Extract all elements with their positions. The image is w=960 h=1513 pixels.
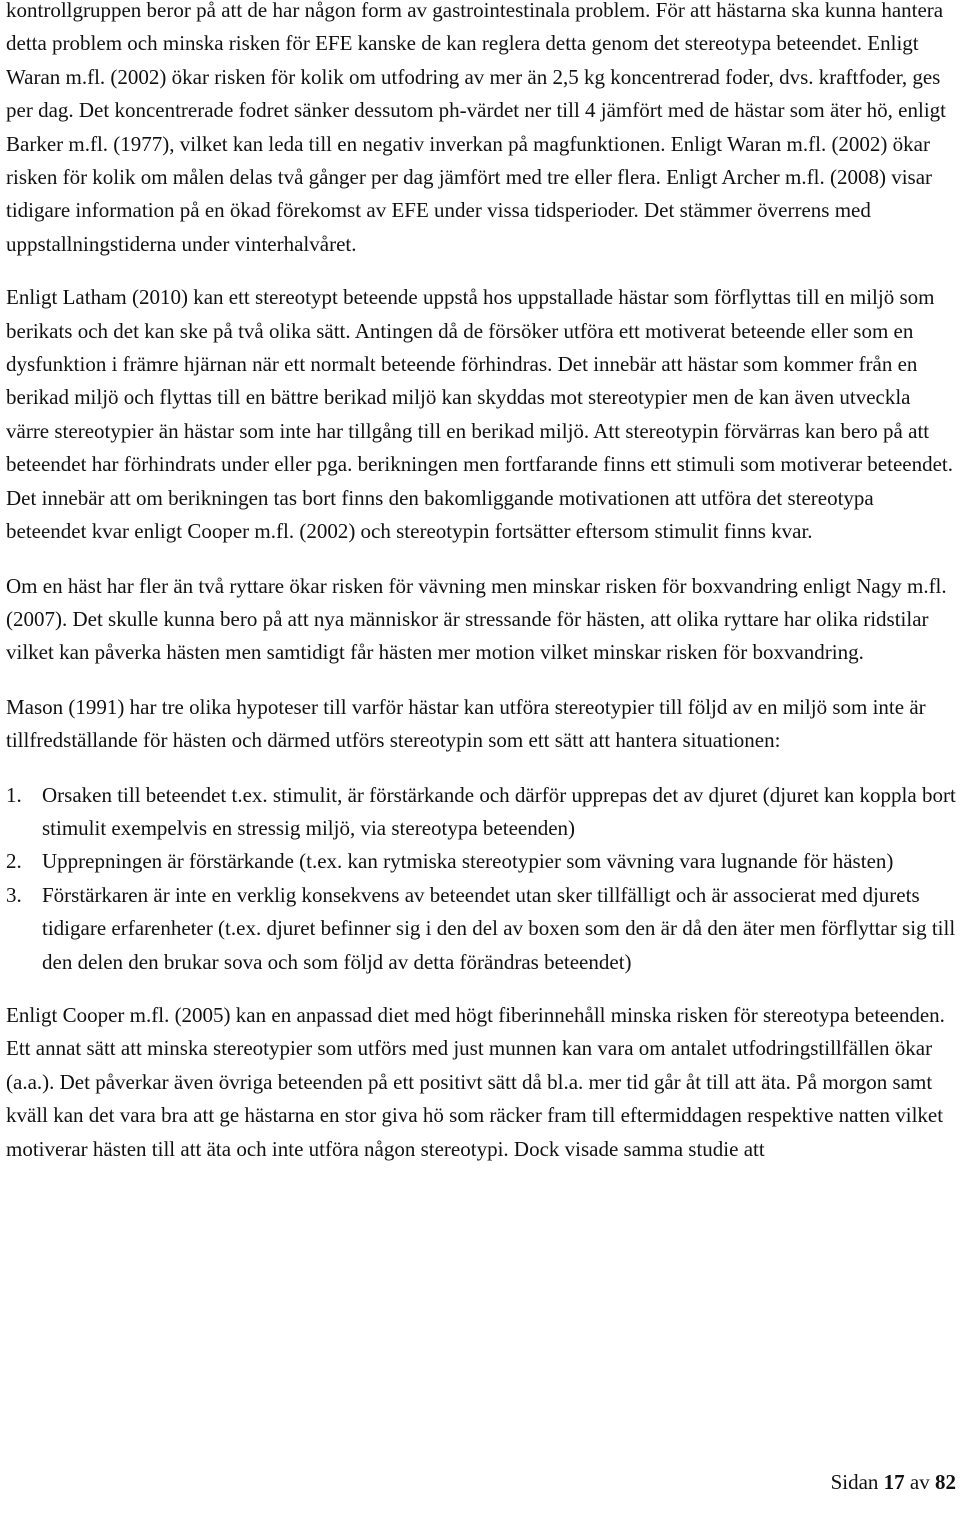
list-item xyxy=(6,845,956,878)
footer-current-page: 17 xyxy=(883,1470,905,1494)
footer-separator: av xyxy=(909,1470,930,1494)
list-item xyxy=(6,879,956,979)
page-number-footer xyxy=(831,1466,956,1499)
list-text: Upprepningen är förstärkande (t.ex. kan rytmiska stereotypier som vävning vara lugnande för hästen) xyxy=(42,849,894,874)
list-text: Orsaken till beteendet t.ex. stimulit, är förstärkande och därför upprepas det av djuret (djuret kan koppla bort stimulit exempelvis en stressig miljö, via stereotypa beteenden) xyxy=(42,782,956,840)
list-number: 1. xyxy=(6,782,22,807)
paragraph-mason: Mason (1991) har tre olika hypoteser till varför hästar kan utföra stereotypier till följd av en miljö som inte är tillfredställande för hästen och därmed utförs stereotypin som ett sätt att hantera situationen: xyxy=(6,694,926,753)
list-item xyxy=(6,779,956,846)
document-page xyxy=(6,0,956,1187)
paragraph-cooper: Enligt Cooper m.fl. (2005) kan en anpassad diet med högt fiberinnehåll minska risken för stereotypa beteenden. Ett annat sätt att minska stereotypier som utförs med just munnen kan vara om antalet utfodringstillfällen ökar (a.a.). Det påverkar även övriga beteenden på ett positivt sätt då bl.a. mer tid går åt till att äta. På morgon samt kväll kan det vara bra att ge hästarna en stor giva hö som räcker fram till eftermiddagen respektive natten vilket motiverar hästen till att äta och inte utföra någon stereotypi. Dock visade samma studie att xyxy=(6,1002,945,1161)
list-number: 2. xyxy=(6,849,22,874)
hypothesis-list xyxy=(6,779,956,979)
paragraph-riders: Om en häst har fler än två ryttare ökar risken för vävning men minskar risken för boxvandring enligt Nagy m.fl. (2007). Det skulle kunna bero på att nya människor är stressande för hästen, att olika ryttare har olika ridstilar vilket kan påverka hästen men samtidigt får hästen mer motion vilket minskar risken för boxvandring. xyxy=(6,573,947,665)
list-text: Förstärkaren är inte en verklig konsekvens av beteendet utan sker tillfälligt och är associerat med djurets tidigare erfarenheter (t.ex. djuret befinner sig i den del av boxen som den är då den äter men förflyttar sig till den delen den brukar sova och som följd av detta förändras beteendet) xyxy=(42,882,956,974)
footer-prefix: Sidan xyxy=(830,1470,879,1494)
footer-total-pages: 82 xyxy=(935,1470,956,1494)
paragraph-latham: Enligt Latham (2010) kan ett stereotypt beteende uppstå hos uppstallade hästar som förflyttas till en miljö som berikats och det kan ske på två olika sätt. Antingen då de försöker utföra ett motiverat beteende eller som en dysfunktion i främre hjärnan när ett normalt beteende förhindras. Det innebär att hästar som kommer från en berikad miljö och flyttas till en bättre berikad miljö kan skyddas mot stereotypier men de kan även utveckla värre stereotypier än hästar som inte har tillgång till en berikad miljö. Att stereotypin förvärras kan bero på att beteendet har förhindrats under eller pga. berikningen men fortfarande finns ett stimuli som motiverar beteendet. Det innebär att om berikningen tas bort finns den bakomliggande motivationen att utföra det stereotypa beteendet kvar enligt Cooper m.fl. (2002) och stereotypin fortsätter eftersom stimulit finns kvar. xyxy=(6,285,953,544)
paragraph-gastrointestinal: kontrollgruppen beror på att de har någon form av gastrointestinala problem. För att hästarna ska kunna hantera detta problem och minska risken för EFE kanske de kan reglera detta genom det stereotypa beteendet. Enligt Waran m.fl. (2002) ökar risken för kolik om utfodring av mer än 2,5 kg koncentrerad foder, dvs. kraftfoder, ges per dag. Det koncentrerade fodret sänker dessutom ph-värdet ner till 4 jämfört med de hästar som äter hö, enligt Barker m.fl. (1977), vilket kan leda till en negativ inverkan på magfunktionen. Enligt Waran m.fl. (2002) ökar risken för kolik om målen delas två gånger per dag jämfört med tre eller flera. Enligt Archer m.fl. (2008) visar tidigare information på en ökad förekomst av EFE under vissa tidsperioder. Det stämmer överrens med uppstallningstiderna under vinterhalvåret. xyxy=(6,0,947,256)
list-number: 3. xyxy=(6,882,22,907)
